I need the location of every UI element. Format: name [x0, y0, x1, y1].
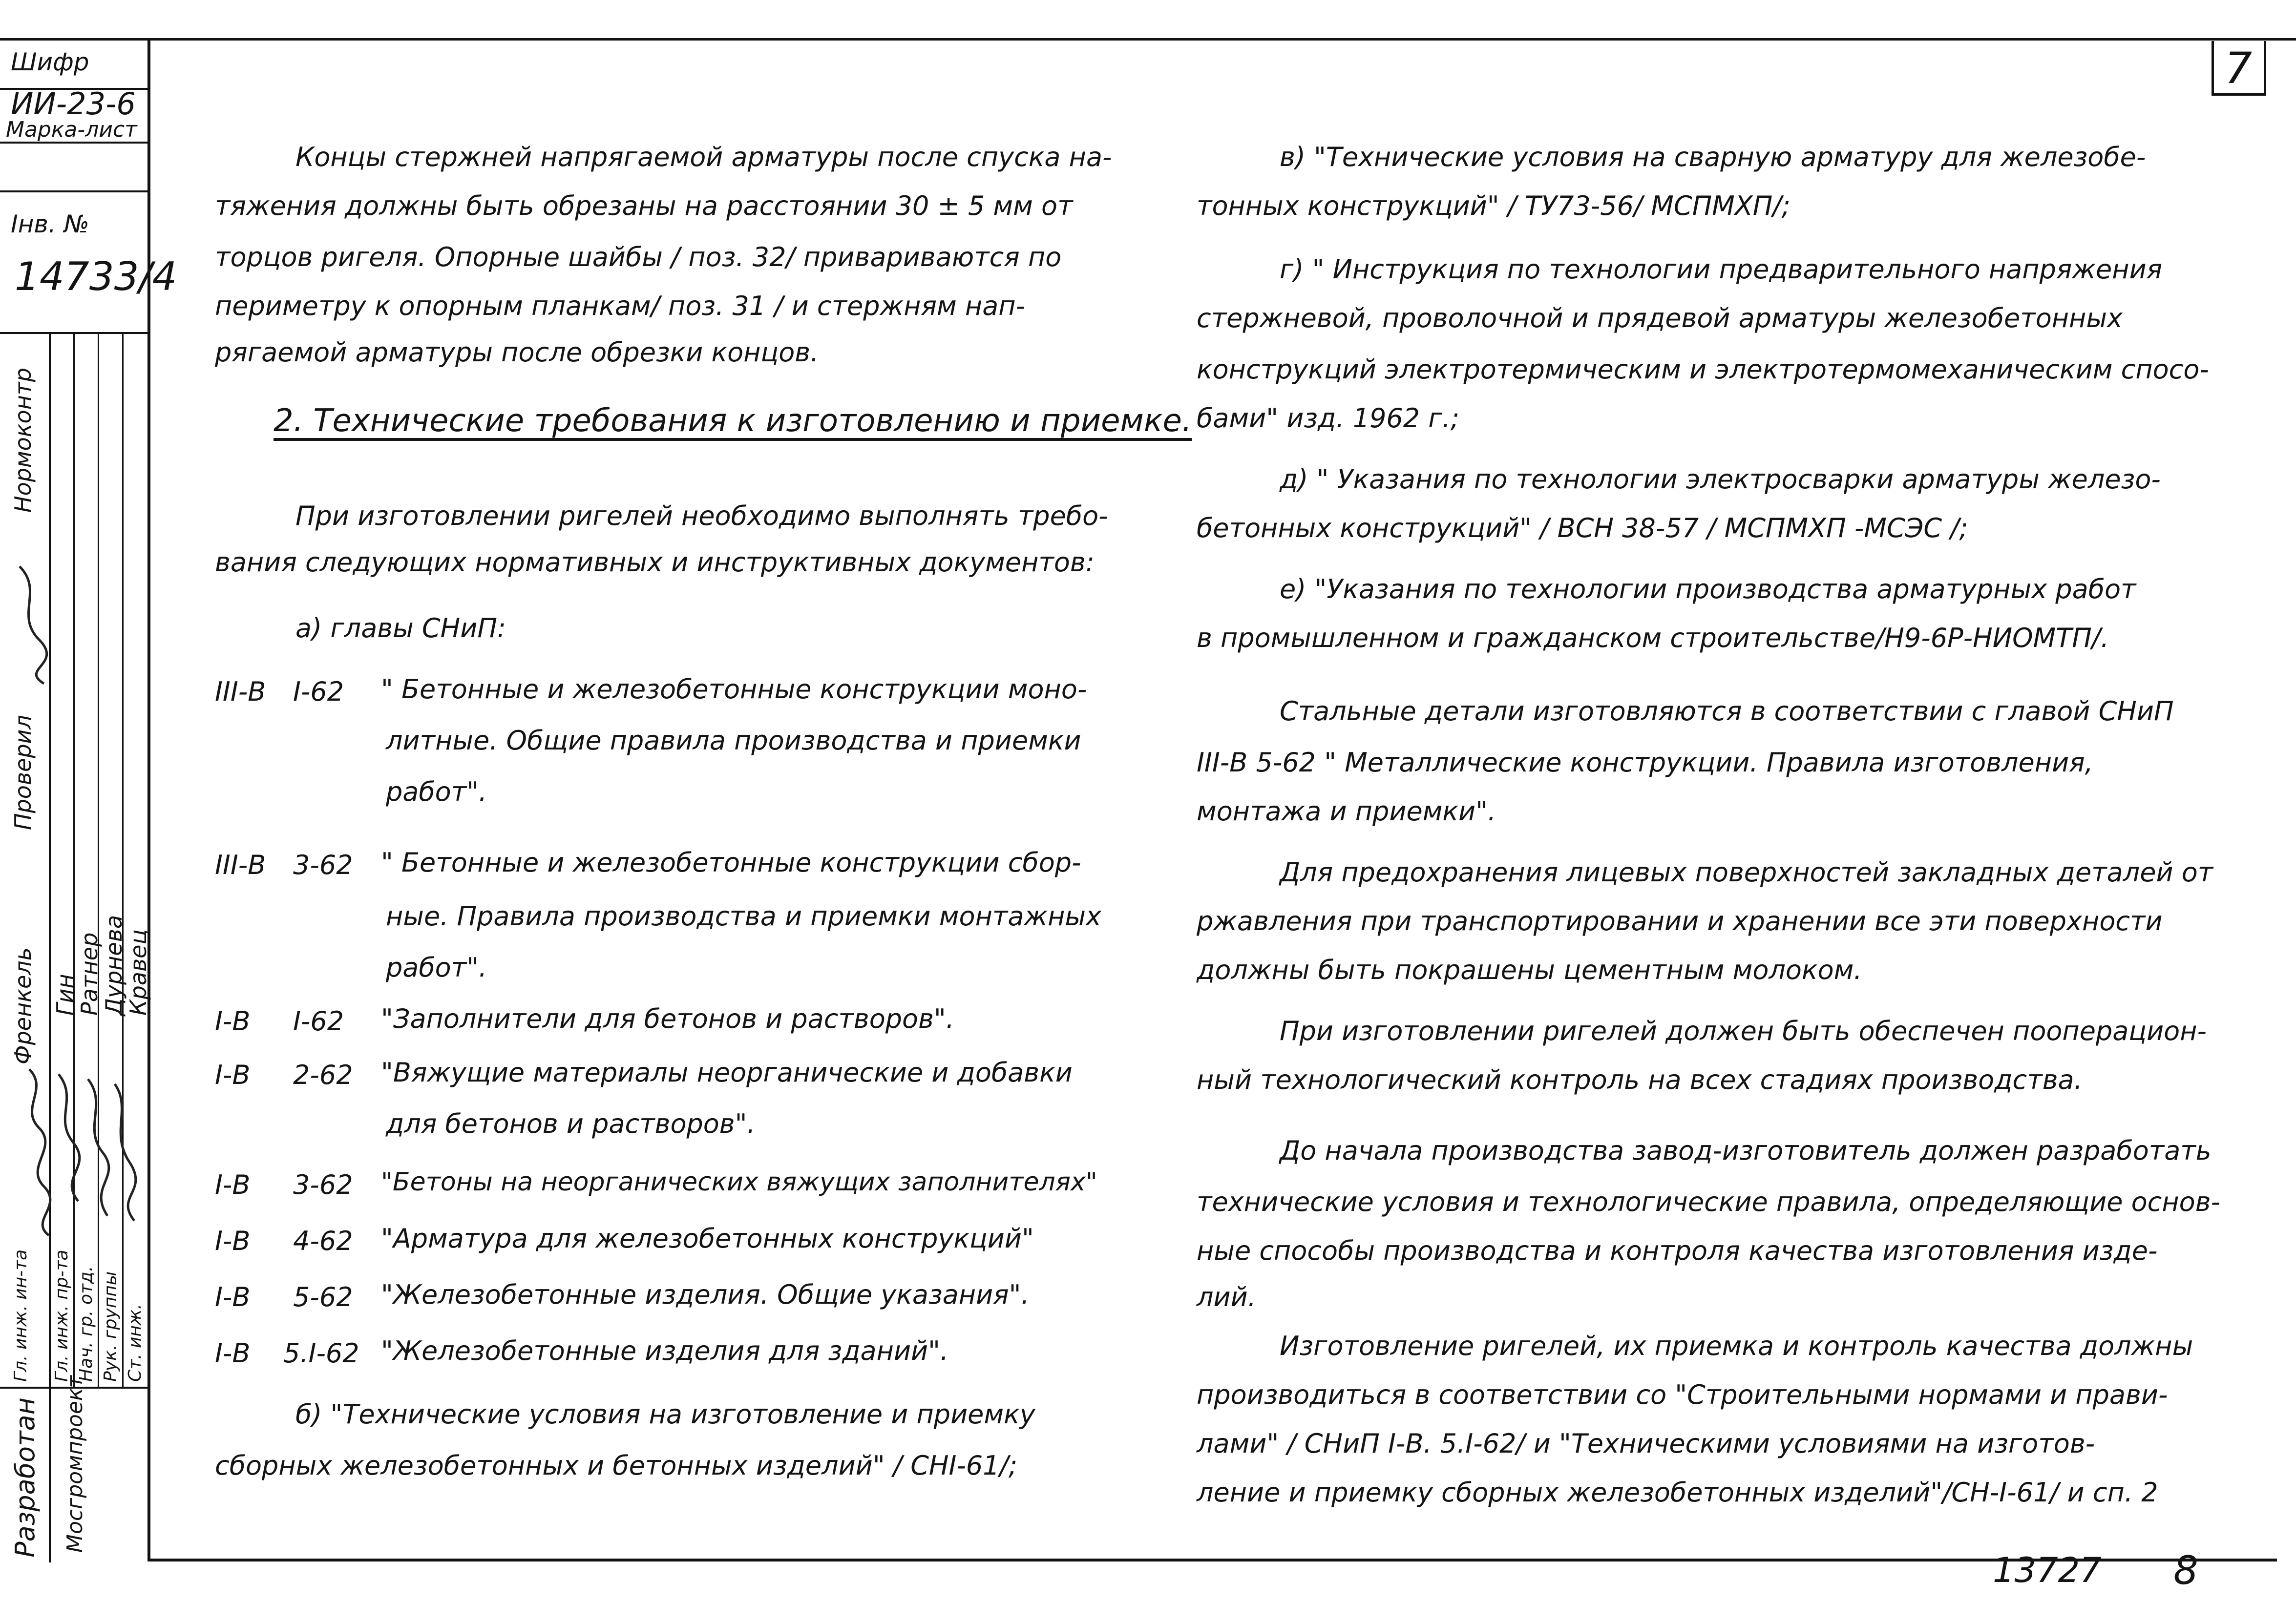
stamp-name: Кравец: [125, 929, 151, 1016]
factory-line: ные способы производства и контроля качества изготовления изде-: [1197, 1235, 2158, 1266]
stamp-divider: [0, 190, 147, 192]
snip-title-line: работ".: [386, 776, 487, 807]
bottom-page-number: 8: [2173, 1548, 2198, 1593]
protect-line: должны быть покрашены цементным молоком.: [1197, 955, 1862, 985]
signature-normokontr: [10, 562, 54, 688]
final-line: производиться в соответствии со "Строительными нормами и прави-: [1197, 1379, 2168, 1410]
snip-code: III-В: [215, 850, 266, 880]
snip-num: 5-62: [293, 1282, 353, 1312]
snip-num: 5.I-62: [283, 1338, 359, 1369]
protect-line: ржавления при транспортировании и хранении все эти поверхности: [1197, 906, 2163, 937]
item-v-line: тонных конструкций" / ТУ73-56/ МСПМХП/;: [1197, 190, 1790, 221]
para-line: При изготовлении ригелей необходимо выполнять требо-: [295, 500, 1108, 531]
stamp-org: Мосгромпроект: [63, 1375, 87, 1553]
snip-title-line: для бетонов и растворов".: [386, 1108, 756, 1139]
intro-line: торцов ригеля. Опорные шайбы / поз. 32/ привариваются по: [215, 242, 1062, 272]
steel-line: монтажа и приемки".: [1197, 796, 1496, 827]
snip-title-line: ные. Правила производства и приемки монтажных: [386, 901, 1101, 932]
section-heading: 2. Технические требования к изготовлению и приемке.: [274, 403, 1192, 439]
signatures-drawing: [10, 1060, 147, 1245]
item-b-line: сборных железобетонных и бетонных изделий" / СНI-61/;: [215, 1450, 1018, 1481]
item-g-line: конструкций электротермическим и электротермомеханическим спосо-: [1197, 354, 2209, 385]
snip-title-line: литные. Общие правила производства и приемки: [386, 725, 1081, 756]
final-line: Изготовление ригелей, их приемка и контроль качества должны: [1280, 1331, 2193, 1361]
snip-code: I-В: [215, 1060, 251, 1090]
snip-title-line: "Железобетонные изделия для зданий".: [381, 1335, 949, 1366]
item-d-line: д) " Указания по технологии электросварки арматуры железо-: [1280, 464, 2161, 495]
snip-code: I-В: [215, 1338, 251, 1369]
intro-line: периметру к опорным планкам/ поз. 31 / и стержням нап-: [215, 291, 1026, 321]
final-line: лами" / СНиП I-В. 5.I-62/ и "Техническими условиями на изготов-: [1197, 1428, 2095, 1459]
stamp-name: Гин: [52, 974, 78, 1016]
steel-line: Стальные детали изготовляются в соответствии с главой СНиП: [1280, 696, 2174, 727]
factory-line: технические условия и технологические правила, определяющие основ-: [1197, 1187, 2221, 1217]
snip-title-line: работ".: [386, 952, 487, 983]
intro-line: тяжения должны быть обрезаны на расстоянии 30 ± 5 мм от: [215, 190, 1073, 221]
stamp-divider-vertical: [49, 332, 51, 1562]
snip-num: I-62: [293, 1006, 344, 1037]
snip-title-line: "Вяжущие материалы неорганические и добавки: [381, 1057, 1073, 1088]
snip-num: 2-62: [293, 1060, 353, 1090]
snip-code: I-В: [215, 1226, 251, 1256]
control-line: ный технологический контроль на всех стадиях производства.: [1197, 1064, 2083, 1095]
protect-line: Для предохранения лицевых поверхностей закладных деталей от: [1280, 857, 2213, 888]
snip-code: I-В: [215, 1169, 251, 1200]
factory-line: До начала производства завод-изготовитель должен разработать: [1280, 1135, 2212, 1166]
snip-code: I-В: [215, 1006, 251, 1037]
item-g-line: г) " Инструкция по технологии предварительного напряжения: [1280, 254, 2163, 285]
steel-line: III-В 5-62 " Металлические конструкции. Правила изготовления,: [1197, 747, 2093, 778]
shifr-value: ИИ-23-6: [11, 86, 136, 122]
stamp-name: Ратнер: [76, 932, 103, 1016]
intro-line: Концы стержней напрягаемой арматуры после спуска на-: [295, 142, 1112, 172]
stamp-role: Гл. инж. пр-та: [52, 1249, 72, 1382]
stamp-normokontr: Нормоконтр: [10, 368, 36, 513]
item-g-line: бами" изд. 1962 г.;: [1197, 403, 1460, 434]
inv-value: 14733/4: [15, 254, 177, 299]
snip-title-line: "Бетоны на неорганических вяжущих заполнителях": [381, 1167, 1097, 1197]
shifr-label: Шифр: [11, 48, 89, 76]
inv-label: Інв. №: [11, 210, 89, 238]
item-e-line: е) "Указания по технологии производства арматурных работ: [1280, 574, 2136, 604]
stamp-name: Френкель: [10, 947, 36, 1064]
intro-line: рягаемой арматуры после обрезки концов.: [215, 337, 819, 368]
sheet-number: 7: [2225, 43, 2252, 93]
snip-num: 3-62: [293, 1169, 353, 1200]
item-v-line: в) "Технические условия на сварную арматуру для железобе-: [1280, 142, 2146, 172]
para-line: вания следующих нормативных и инструктивных документов:: [215, 547, 1095, 578]
stamp-role: Ст. инж.: [125, 1304, 145, 1382]
stamp-role: Нач. гр. отд.: [76, 1266, 96, 1382]
item-g-line: стержневой, проволочной и прядевой арматуры железобетонных: [1197, 303, 2123, 333]
item-b-line: б) "Технические условия на изготовление и приемку: [295, 1399, 1035, 1430]
stamp-razrabotan: Разработан: [10, 1397, 41, 1558]
snip-num: I-62: [293, 676, 344, 707]
snip-num: 3-62: [293, 850, 353, 880]
final-line: ление и приемку сборных железобетонных изделий"/СН-I-61/ и сп. 2: [1197, 1477, 2158, 1508]
control-line: При изготовлении ригелей должен быть обеспечен пооперацион-: [1280, 1016, 2207, 1046]
snip-title-line: "Арматура для железобетонных конструкций": [381, 1223, 1034, 1254]
stamp-proveril: Проверил: [10, 715, 36, 830]
item-e-line: в промышленном и гражданском строительстве/Н9-6Р-НИОМТП/.: [1197, 623, 2109, 653]
bottom-code: 13727: [1993, 1550, 2102, 1590]
stamp-role: Гл. инж. ин-та: [11, 1249, 31, 1382]
item-a: а) главы СНиП:: [295, 613, 506, 644]
snip-title-line: "Заполнители для бетонов и растворов".: [381, 1003, 954, 1034]
snip-title-line: " Бетонные и железобетонные конструкции сбор-: [381, 847, 1081, 878]
factory-line: лий.: [1197, 1282, 1256, 1312]
snip-title-line: " Бетонные и железобетонные конструкции моно-: [381, 674, 1087, 705]
snip-code: I-В: [215, 1282, 251, 1312]
stamp-role: Рук. группы: [101, 1271, 121, 1382]
item-d-line: бетонных конструкций" / ВСН 38-57 / МСПМХП -МСЭС /;: [1197, 513, 1968, 543]
snip-title-line: "Железобетонные изделия. Общие указания".: [381, 1279, 1030, 1310]
snip-num: 4-62: [293, 1226, 353, 1256]
snip-code: III-В: [215, 676, 266, 707]
stamp-name: Дурнева: [101, 915, 127, 1016]
marka-label: Марка-лист: [6, 117, 137, 142]
